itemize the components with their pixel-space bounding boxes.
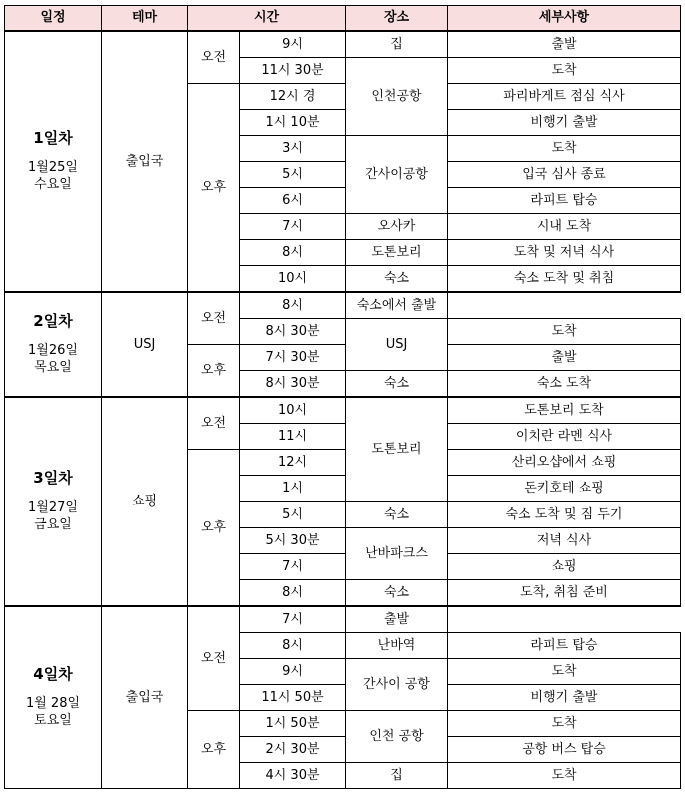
place-cell: 도톤보리 [346, 397, 448, 502]
detail-cell: 비행기 출발 [448, 110, 681, 136]
time-cell: 3시 [240, 136, 346, 162]
period-cell: 오전 [188, 292, 240, 345]
day-cell [5, 31, 102, 292]
place-cell: USJ [346, 319, 448, 371]
detail-cell: 도톤보리 도착 [448, 397, 681, 424]
day-weekday: 금요일 [34, 516, 72, 532]
time-cell: 1시 50분 [240, 711, 346, 737]
detail-cell: 숙소에서 출발 [346, 292, 448, 319]
time-cell: 9시 [240, 31, 346, 58]
place-cell: 인천 공항 [346, 711, 448, 763]
detail-cell: 도착, 취침 준비 [448, 580, 681, 607]
time-cell: 8시 [240, 580, 346, 607]
detail-cell: 도착 [448, 763, 681, 789]
day-name: 2일차 [33, 311, 73, 330]
day-name: 3일차 [33, 468, 73, 487]
period-cell: 오후 [188, 450, 240, 607]
detail-cell: 돈키호테 쇼핑 [448, 476, 681, 502]
time-cell: 4시 30분 [240, 763, 346, 789]
place-cell: 숙소 [346, 371, 448, 398]
header-time: 시간 [188, 6, 346, 32]
time-cell: 7시 [240, 554, 346, 580]
time-cell: 8시 [240, 292, 346, 319]
place-cell: 인천공항 [346, 58, 448, 136]
day-weekday: 수요일 [34, 176, 72, 192]
detail-cell: 숙소 도착 및 취침 [448, 266, 681, 293]
place-cell: 난바파크스 [346, 528, 448, 580]
header-row [5, 6, 681, 32]
detail-cell: 출발 [448, 345, 681, 371]
detail-cell: 도착 [448, 319, 681, 345]
place-cell: 오사카 [346, 214, 448, 240]
period-cell: 오전 [188, 606, 240, 711]
table-row [5, 606, 681, 633]
place-cell: 숙소 [346, 502, 448, 528]
detail-cell: 라피트 탑승 [448, 188, 681, 214]
time-cell: 8시 [240, 633, 346, 659]
detail-cell: 시내 도착 [448, 214, 681, 240]
table-row [5, 31, 681, 58]
place-cell: 도톤보리 [346, 240, 448, 266]
detail-cell: 저녁 식사 [448, 528, 681, 554]
theme-cell: 출입국 [102, 31, 188, 292]
day-cell [5, 397, 102, 606]
time-cell: 10시 [240, 266, 346, 293]
day-name: 1일차 [33, 128, 73, 147]
time-cell: 8시 30분 [240, 371, 346, 398]
time-cell: 10시 [240, 397, 346, 424]
header-theme: 테마 [102, 6, 188, 32]
detail-cell: 쇼핑 [448, 554, 681, 580]
place-cell: 집 [346, 763, 448, 789]
detail-cell: 비행기 출발 [448, 685, 681, 711]
period-cell: 오전 [188, 31, 240, 84]
detail-cell: 파리바게트 점심 식사 [448, 84, 681, 110]
day-weekday: 목요일 [34, 359, 72, 375]
header-place: 장소 [346, 6, 448, 32]
header-day: 일정 [5, 6, 102, 32]
time-cell: 8시 30분 [240, 319, 346, 345]
day-4-block [5, 606, 681, 789]
detail-cell: 출발 [346, 606, 448, 633]
day-2-block [5, 292, 681, 397]
detail-cell: 숙소 도착 [448, 371, 681, 398]
place-cell: 간사이공항 [346, 136, 448, 214]
place-cell: 숙소 [346, 266, 448, 293]
schedule-table [4, 5, 681, 789]
day-cell [5, 606, 102, 789]
period-cell: 오후 [188, 84, 240, 293]
place-cell: 간사이 공항 [346, 659, 448, 711]
detail-cell: 도착 [448, 659, 681, 685]
time-cell: 12시 경 [240, 84, 346, 110]
time-cell: 5시 [240, 162, 346, 188]
day-3-block [5, 397, 681, 606]
time-cell: 9시 [240, 659, 346, 685]
detail-cell: 공항 버스 탑승 [448, 737, 681, 763]
detail-cell: 숙소 도착 및 짐 두기 [448, 502, 681, 528]
day-weekday: 토요일 [34, 712, 72, 728]
detail-cell: 도착 [448, 58, 681, 84]
day-date: 1월 28일 [25, 695, 81, 711]
time-cell: 7시 [240, 606, 346, 633]
period-cell: 오전 [188, 397, 240, 450]
theme-cell: 출입국 [102, 606, 188, 789]
time-cell: 1시 10분 [240, 110, 346, 136]
day-date: 1월27일 [28, 499, 78, 515]
place-cell: 난바역 [346, 633, 448, 659]
time-cell: 7시 30분 [240, 345, 346, 371]
theme-cell: 쇼핑 [102, 397, 188, 606]
time-cell: 2시 30분 [240, 737, 346, 763]
period-cell: 오후 [188, 345, 240, 398]
time-cell: 11시 50분 [240, 685, 346, 711]
day-cell [5, 292, 102, 397]
place-cell: 집 [346, 31, 448, 58]
period-cell: 오후 [188, 711, 240, 789]
detail-cell: 라피트 탑승 [448, 633, 681, 659]
detail-cell: 도착 및 저녁 식사 [448, 240, 681, 266]
detail-cell: 출발 [448, 31, 681, 58]
table-row [5, 292, 681, 319]
detail-cell: 산리오샵에서 쇼핑 [448, 450, 681, 476]
time-cell: 6시 [240, 188, 346, 214]
time-cell: 7시 [240, 214, 346, 240]
time-cell: 8시 [240, 240, 346, 266]
day-date: 1월25일 [28, 159, 78, 175]
detail-cell: 도착 [448, 711, 681, 737]
time-cell: 1시 [240, 476, 346, 502]
detail-cell: 입국 심사 종료 [448, 162, 681, 188]
day-date: 1월26일 [28, 342, 78, 358]
time-cell: 11시 [240, 424, 346, 450]
place-cell: 숙소 [346, 580, 448, 607]
detail-cell: 이치란 라멘 식사 [448, 424, 681, 450]
time-cell: 5시 [240, 502, 346, 528]
detail-cell: 도착 [448, 136, 681, 162]
day-1-block [5, 31, 681, 292]
table-row [5, 397, 681, 424]
day-name: 4일차 [33, 664, 73, 683]
time-cell: 11시 30분 [240, 58, 346, 84]
time-cell: 5시 30분 [240, 528, 346, 554]
time-cell: 12시 [240, 450, 346, 476]
theme-cell: USJ [102, 292, 188, 397]
header-detail: 세부사항 [448, 6, 681, 32]
